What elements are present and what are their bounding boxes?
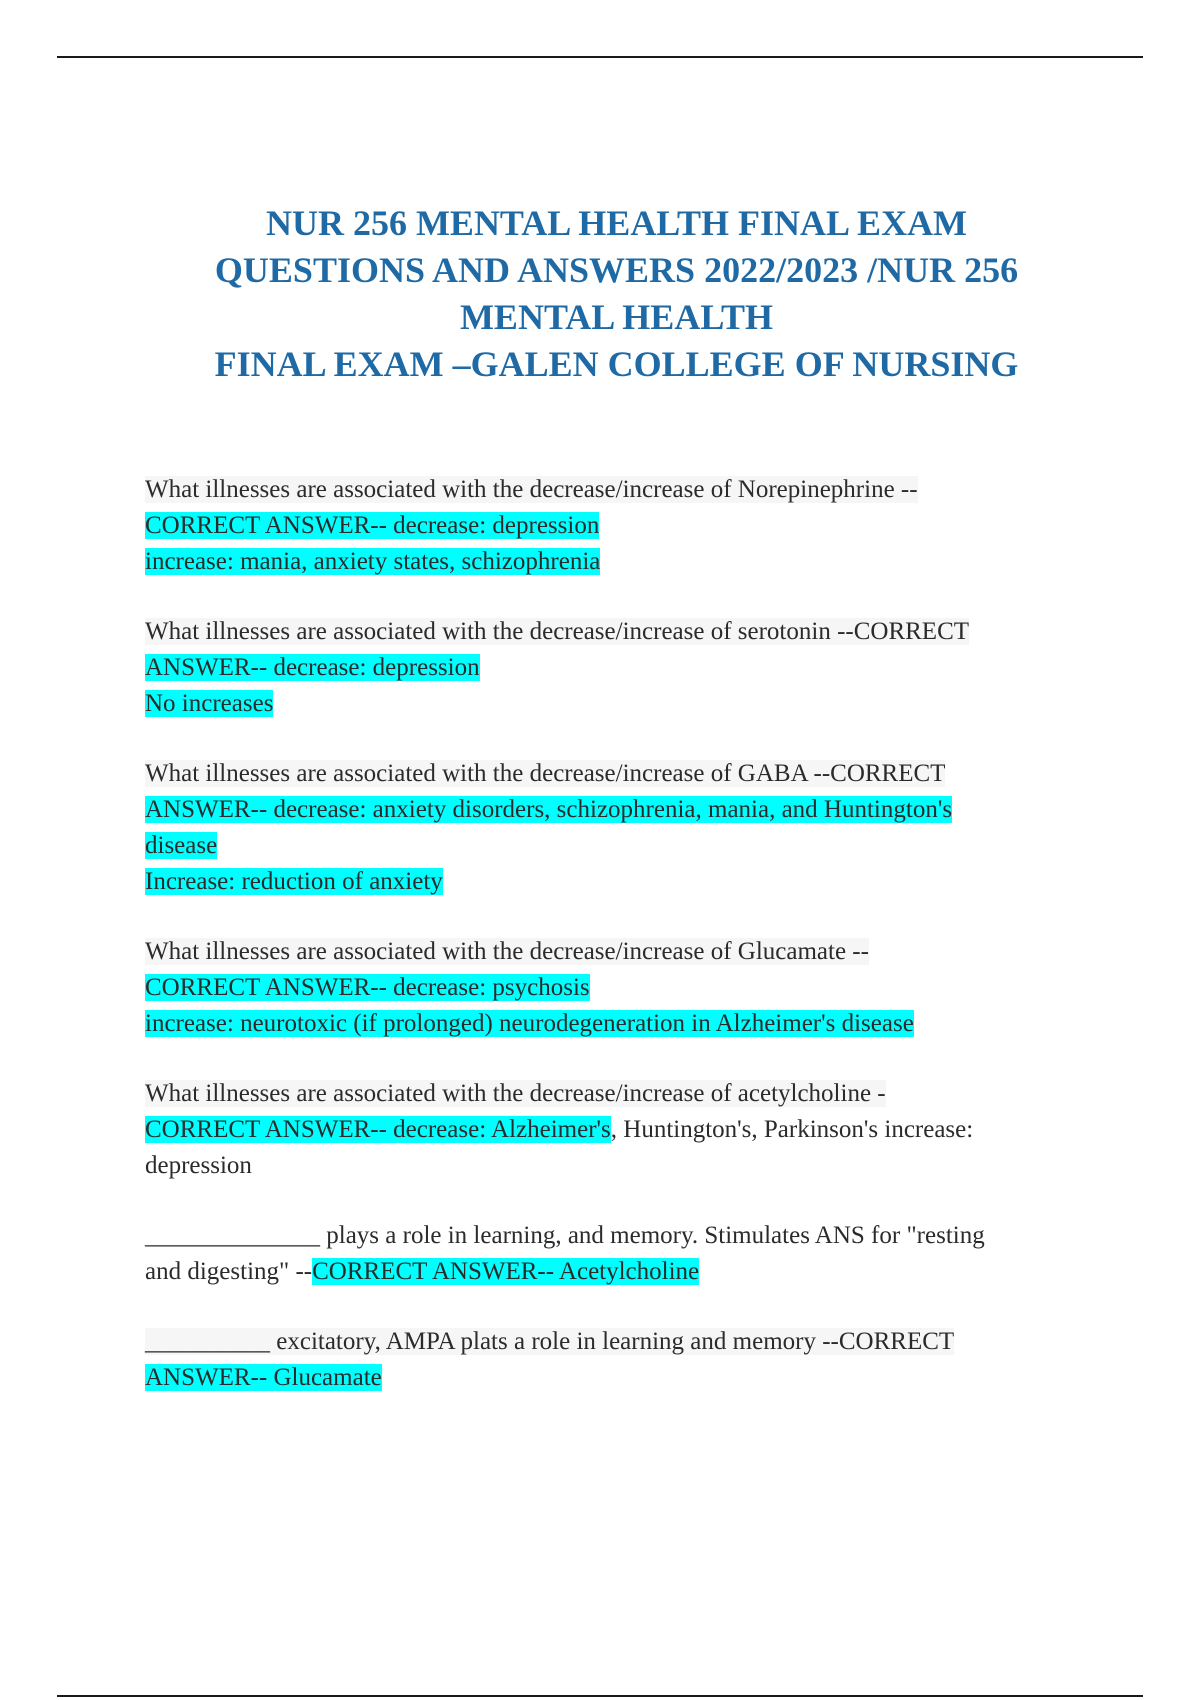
answer-text-continued: depression (145, 1152, 252, 1179)
title-line-4: FINAL EXAM –GALEN COLLEGE OF NURSING (214, 344, 1019, 384)
question-text: and digesting" -- (145, 1258, 313, 1285)
qa-item-norepinephrine (145, 472, 1095, 580)
answer-text: ANSWER-- Glucamate (145, 1364, 382, 1391)
answer-text: CORRECT ANSWER-- decrease: psychosis (145, 974, 590, 1001)
qa-item-glucamate (145, 934, 1095, 1042)
question-text: What illnesses are associated with the decrease/increase of serotonin --CORRECT (145, 618, 970, 645)
question-text: ______________ plays a role in learning, and memory. Stimulates ANS for "resting (145, 1222, 985, 1249)
answer-text: CORRECT ANSWER-- decrease: Alzheimer's (145, 1116, 611, 1143)
answer-text: increase: mania, anxiety states, schizophrenia (145, 548, 601, 575)
title-line-2: QUESTIONS AND ANSWERS 2022/2023 /NUR 256 (214, 250, 1019, 290)
document-title (100, 200, 1133, 388)
bottom-rule (57, 1695, 1143, 1697)
qa-item-acetylcholine (145, 1076, 1095, 1184)
answer-text: ANSWER-- decrease: anxiety disorders, schizophrenia, mania, and Huntington's (145, 796, 953, 823)
question-text: What illnesses are associated with the decrease/increase of Glucamate -- (145, 938, 869, 965)
answer-text: No increases (145, 690, 274, 717)
qa-item-fill-blank-acetylcholine (145, 1218, 1095, 1290)
answer-text: CORRECT ANSWER-- Acetylcholine (312, 1258, 700, 1285)
title-line-1: NUR 256 MENTAL HEALTH FINAL EXAM (265, 203, 968, 243)
answer-text: CORRECT ANSWER-- decrease: depression (145, 512, 600, 539)
question-text: What illnesses are associated with the decrease/increase of acetylcholine - (145, 1080, 886, 1107)
answer-text: increase: neurotoxic (if prolonged) neurodegeneration in Alzheimer's disease (145, 1010, 914, 1037)
qa-item-serotonin (145, 614, 1095, 722)
title-line-3: MENTAL HEALTH (459, 297, 774, 337)
qa-item-gaba (145, 756, 1095, 900)
answer-text: Increase: reduction of anxiety (145, 868, 443, 895)
answer-text: ANSWER-- decrease: depression (145, 654, 480, 681)
answer-text-continued: , Huntington's, Parkinson's increase: (610, 1116, 974, 1143)
question-text: __________ excitatory, AMPA plats a role in learning and memory --CORRECT (145, 1328, 955, 1355)
qa-list (145, 472, 1095, 1430)
top-rule (57, 56, 1143, 58)
answer-text: disease (145, 832, 218, 859)
qa-item-fill-blank-glucamate (145, 1324, 1095, 1396)
question-text: What illnesses are associated with the decrease/increase of Norepinephrine -- (145, 476, 918, 503)
question-text: What illnesses are associated with the decrease/increase of GABA --CORRECT (145, 760, 946, 787)
